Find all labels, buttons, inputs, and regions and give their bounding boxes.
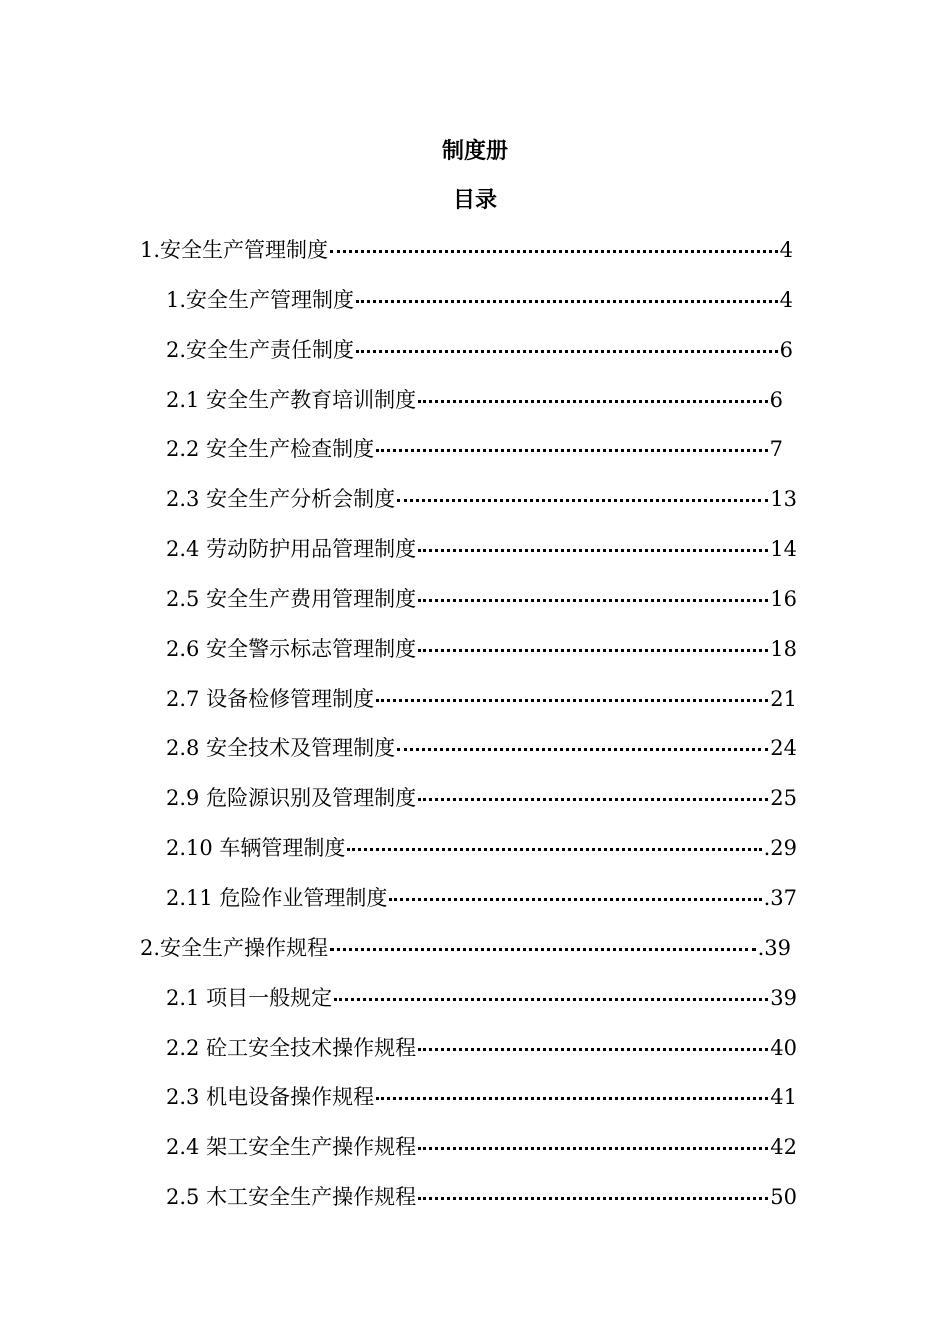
toc-dot-leader — [418, 634, 768, 664]
toc-entry[interactable] — [0, 933, 950, 983]
toc-entry-label: 2.2 安全生产检查制度 — [166, 437, 375, 462]
toc-entry-label: 2.安全生产操作规程 — [140, 935, 329, 960]
toc-entry[interactable] — [0, 285, 950, 335]
toc-dot-leader — [418, 385, 768, 415]
toc-entry-line — [166, 285, 793, 315]
toc-entry-page-number: 21 — [770, 686, 797, 711]
toc-entry-page-number: 25 — [770, 786, 797, 811]
toc-entry-page-number: 18 — [770, 636, 797, 661]
toc-entry-label: 2.安全生产责任制度 — [166, 337, 355, 362]
toc-entry-line — [166, 983, 797, 1013]
toc-entry[interactable] — [0, 783, 950, 833]
toc-entry-label: 2.8 安全技术及管理制度 — [166, 736, 396, 761]
toc-entry[interactable] — [0, 1182, 950, 1232]
toc-entry-page-number: 42 — [770, 1135, 797, 1160]
toc-entry-page-number: 7 — [769, 437, 783, 462]
toc-entry-line — [166, 783, 797, 813]
toc-entry[interactable] — [0, 684, 950, 734]
toc-entry-label: 1.安全生产管理制度 — [166, 287, 355, 312]
toc-entry-label: 2.6 安全警示标志管理制度 — [166, 636, 417, 661]
toc-entry-label: 2.1 项目一般规定 — [166, 985, 333, 1010]
toc-entry-line — [166, 634, 797, 664]
toc-entry-line — [166, 584, 797, 614]
toc-entry-label: 2.5 木工安全生产操作规程 — [166, 1185, 417, 1210]
toc-entry[interactable] — [0, 733, 950, 783]
toc-entry-page-number: .37 — [763, 885, 797, 910]
toc-entry-line — [166, 883, 797, 913]
toc-entry-line — [140, 235, 793, 265]
toc-dot-leader — [356, 335, 778, 365]
toc-entry-label: 2.10 车辆管理制度 — [166, 836, 346, 861]
toc-entry-label: 2.7 设备检修管理制度 — [166, 686, 375, 711]
toc-dot-leader — [330, 933, 756, 963]
toc-dot-leader — [389, 883, 761, 913]
toc-entry[interactable] — [0, 434, 950, 484]
toc-entry-line — [166, 534, 797, 564]
toc-entry-line — [166, 833, 797, 863]
toc-entry[interactable] — [0, 534, 950, 584]
toc-entry-page-number: 13 — [770, 487, 797, 512]
toc-dot-leader — [347, 833, 761, 863]
toc-entry-label: 2.4 劳动防护用品管理制度 — [166, 537, 417, 562]
toc-dot-leader — [418, 534, 768, 564]
toc-entry-page-number: 14 — [770, 537, 797, 562]
toc-entry-line — [166, 1033, 797, 1063]
toc-entry[interactable] — [0, 883, 950, 933]
toc-entry-line — [166, 434, 783, 464]
toc-entry-label: 2.4 架工安全生产操作规程 — [166, 1135, 417, 1160]
toc-entry-label: 2.3 安全生产分析会制度 — [166, 487, 396, 512]
toc-dot-leader — [376, 684, 768, 714]
toc-entry-label: 2.1 安全生产教育培训制度 — [166, 387, 417, 412]
toc-entry[interactable] — [0, 983, 950, 1033]
toc-entry-label: 2.3 机电设备操作规程 — [166, 1085, 375, 1110]
toc-dot-leader — [376, 434, 768, 464]
toc-dot-leader — [418, 783, 768, 813]
toc-entry[interactable] — [0, 1082, 950, 1132]
toc-entry-line — [166, 1132, 797, 1162]
toc-entry-page-number: 4 — [779, 238, 793, 262]
toc-entry-page-number: 16 — [770, 586, 797, 611]
toc-entry[interactable] — [0, 833, 950, 883]
toc-dot-leader — [418, 1182, 768, 1212]
toc-entry[interactable] — [0, 584, 950, 634]
toc-dot-leader — [397, 484, 768, 514]
toc-dot-leader — [376, 1082, 768, 1112]
toc-entry-line — [166, 484, 797, 514]
toc-entry[interactable] — [0, 634, 950, 684]
toc-entry-line — [166, 1182, 797, 1212]
toc-dot-leader — [356, 285, 778, 315]
toc-entry[interactable] — [0, 1132, 950, 1182]
document-title: 制度册 — [441, 139, 508, 164]
toc-entry-page-number: 6 — [779, 337, 793, 362]
toc-entry-line — [140, 933, 791, 963]
toc-dot-leader — [397, 733, 768, 763]
toc-entry-page-number: .29 — [763, 836, 797, 861]
toc-entry-label: 2.2 砼工安全技术操作规程 — [166, 1035, 417, 1060]
toc-entry-line — [166, 335, 793, 365]
toc-dot-leader — [330, 235, 778, 265]
toc-entry[interactable] — [0, 335, 950, 385]
toc-entry[interactable] — [0, 1033, 950, 1083]
toc-entry-label: 2.9 危险源识别及管理制度 — [166, 786, 417, 811]
toc-entry-label: 1.安全生产管理制度 — [140, 238, 329, 262]
table-of-contents — [0, 235, 950, 1232]
toc-dot-leader — [334, 983, 768, 1013]
toc-entry-page-number: 4 — [779, 287, 793, 312]
toc-entry-label: 2.5 安全生产费用管理制度 — [166, 586, 417, 611]
toc-dot-leader — [418, 1033, 768, 1063]
toc-entry-page-number: 6 — [769, 387, 783, 412]
toc-entry-page-number: 40 — [770, 1035, 797, 1060]
toc-entry-label: 2.11 危险作业管理制度 — [166, 885, 388, 910]
toc-entry-page-number: 50 — [770, 1185, 797, 1210]
toc-entry[interactable] — [0, 235, 950, 285]
toc-dot-leader — [418, 1132, 768, 1162]
toc-entry[interactable] — [0, 385, 950, 435]
toc-dot-leader — [418, 584, 768, 614]
toc-entry-line — [166, 684, 797, 714]
toc-entry-line — [166, 385, 783, 415]
toc-entry-line — [166, 733, 797, 763]
toc-entry-page-number: 39 — [770, 985, 797, 1010]
toc-entry-page-number: 24 — [770, 736, 797, 761]
toc-entry-page-number: 41 — [770, 1085, 797, 1110]
toc-entry-page-number: .39 — [757, 935, 791, 960]
toc-entry-line — [166, 1082, 797, 1112]
toc-heading: 目录 — [452, 188, 497, 213]
toc-entry[interactable] — [0, 484, 950, 534]
